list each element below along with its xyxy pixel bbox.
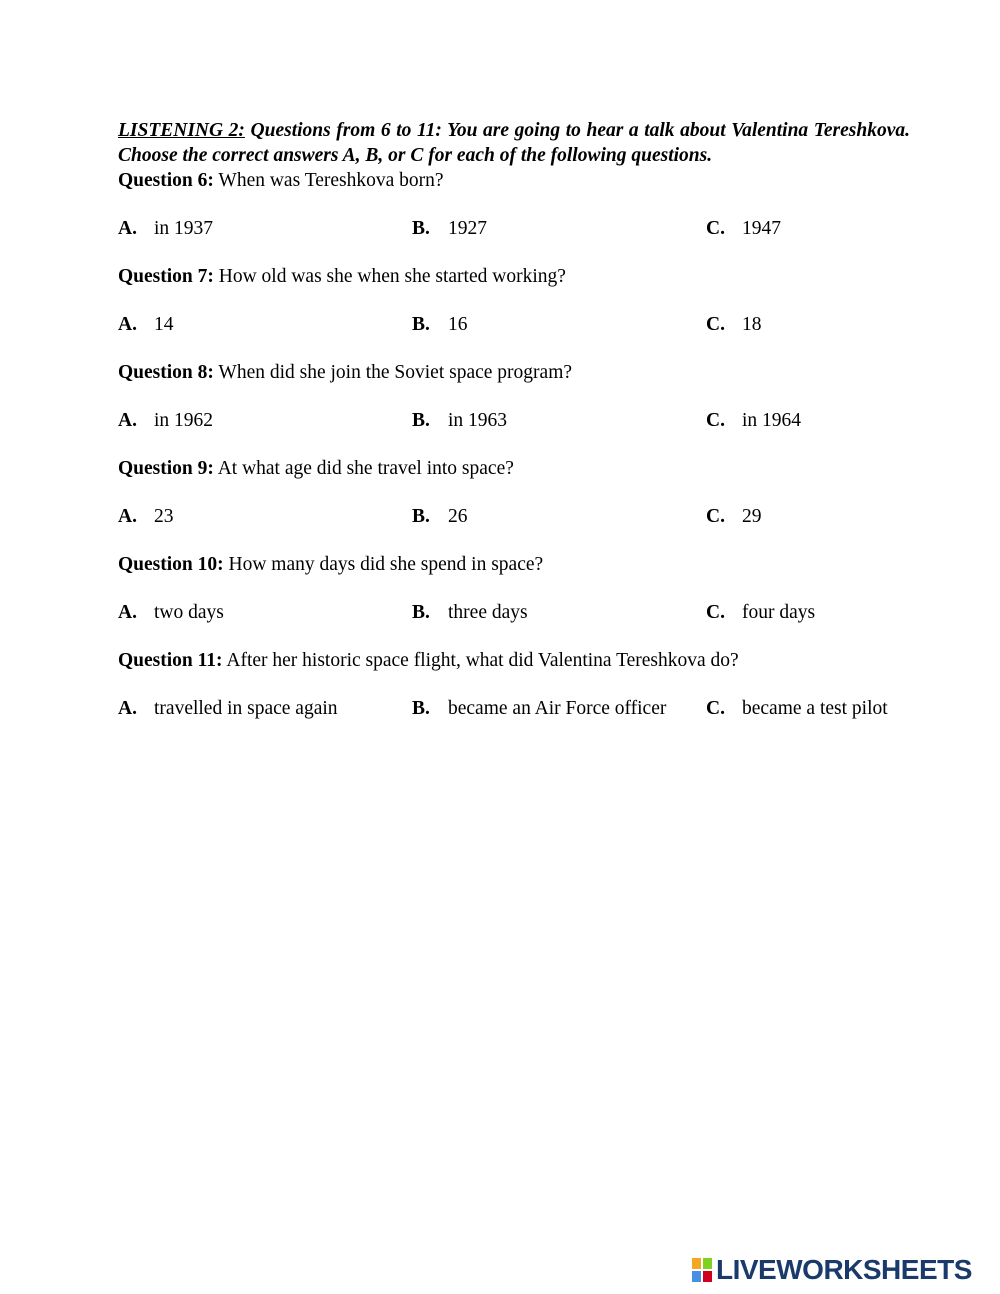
question-block [118, 648, 910, 721]
answer-option[interactable] [412, 312, 706, 337]
option-text: 1927 [448, 218, 487, 239]
question-block [118, 168, 910, 241]
option-letter: B. [412, 314, 430, 335]
question-text: How old was she when she started working? [213, 266, 566, 287]
worksheet-page [118, 118, 910, 721]
instructions [118, 118, 910, 168]
question-number: Question 10: [118, 554, 224, 575]
answer-option[interactable] [706, 600, 910, 625]
question-number: Question 11: [118, 650, 223, 671]
option-text: two days [154, 602, 224, 623]
option-letter: C. [706, 698, 725, 719]
option-letter: A. [118, 698, 137, 719]
question-text: After her historic space flight, what did Valentina Tereshkova do? [222, 650, 739, 671]
option-letter: C. [706, 410, 725, 431]
option-text: three days [448, 602, 528, 623]
option-letter: B. [412, 410, 430, 431]
answer-option[interactable] [118, 312, 412, 337]
option-letter: B. [412, 602, 430, 623]
answer-option[interactable] [412, 696, 706, 721]
question-block [118, 360, 910, 433]
answer-options [118, 312, 910, 337]
question-number: Question 7: [118, 266, 214, 287]
option-text: 26 [448, 506, 468, 527]
answer-options [118, 504, 910, 529]
option-text: 16 [448, 314, 468, 335]
option-letter: A. [118, 410, 137, 431]
option-text: in 1962 [154, 410, 214, 431]
answer-options [118, 600, 910, 625]
option-text: 18 [742, 314, 762, 335]
option-letter: A. [118, 314, 137, 335]
question-prompt [118, 552, 910, 577]
question-prompt [118, 360, 910, 385]
option-text: 14 [154, 314, 174, 335]
option-text: in 1963 [448, 410, 508, 431]
answer-option[interactable] [412, 408, 706, 433]
question-prompt [118, 168, 910, 193]
answer-option[interactable] [706, 504, 910, 529]
option-letter: A. [118, 602, 137, 623]
instructions-text: Questions from 6 to 11: You are going to hear a talk about Valentina Tereshkova. Choose the correct answers A, B, or C for each of the following questions. [118, 120, 911, 166]
logo-text: LIVEWORKSHEETS [716, 1254, 972, 1285]
question-block [118, 552, 910, 625]
question-text: At what age did she travel into space? [213, 458, 514, 479]
answer-option[interactable] [118, 216, 412, 241]
option-letter: C. [706, 218, 725, 239]
option-text: 1947 [742, 218, 781, 239]
question-number: Question 8: [118, 362, 214, 383]
answer-option[interactable] [118, 504, 412, 529]
question-list [118, 168, 910, 721]
question-prompt [118, 456, 910, 481]
option-letter: C. [706, 314, 725, 335]
answer-options [118, 408, 910, 433]
option-text: 23 [154, 506, 174, 527]
liveworksheets-logo [692, 1254, 972, 1285]
option-text: in 1937 [154, 218, 214, 239]
answer-options [118, 216, 910, 241]
answer-option[interactable] [118, 408, 412, 433]
option-text: 29 [742, 506, 762, 527]
answer-option[interactable] [412, 504, 706, 529]
question-text: When did she join the Soviet space program? [213, 362, 573, 383]
answer-option[interactable] [706, 312, 910, 337]
option-text: travelled in space again [154, 698, 338, 719]
question-block [118, 264, 910, 337]
question-number: Question 6: [118, 170, 214, 191]
question-text: How many days did she spend in space? [223, 554, 544, 575]
option-text: four days [742, 602, 816, 623]
answer-option[interactable] [412, 216, 706, 241]
question-prompt [118, 648, 910, 673]
answer-option[interactable] [412, 600, 706, 625]
answer-option[interactable] [706, 216, 910, 241]
question-text: When was Tereshkova born? [213, 170, 444, 191]
option-letter: B. [412, 506, 430, 527]
option-letter: A. [118, 506, 137, 527]
answer-option[interactable] [706, 408, 910, 433]
option-letter: B. [412, 698, 430, 719]
option-letter: C. [706, 506, 725, 527]
option-text: in 1964 [742, 410, 802, 431]
option-text: became an Air Force officer [448, 698, 667, 719]
answer-option[interactable] [118, 600, 412, 625]
answer-option[interactable] [118, 696, 412, 721]
question-number: Question 9: [118, 458, 214, 479]
section-label: LISTENING 2: [118, 120, 245, 141]
option-letter: C. [706, 602, 725, 623]
option-letter: A. [118, 218, 137, 239]
answer-option[interactable] [706, 696, 910, 721]
question-prompt [118, 264, 910, 289]
answer-options [118, 696, 910, 721]
question-block [118, 456, 910, 529]
liveworksheets-logo-icon [692, 1258, 712, 1282]
option-text: became a test pilot [742, 698, 888, 719]
option-letter: B. [412, 218, 430, 239]
